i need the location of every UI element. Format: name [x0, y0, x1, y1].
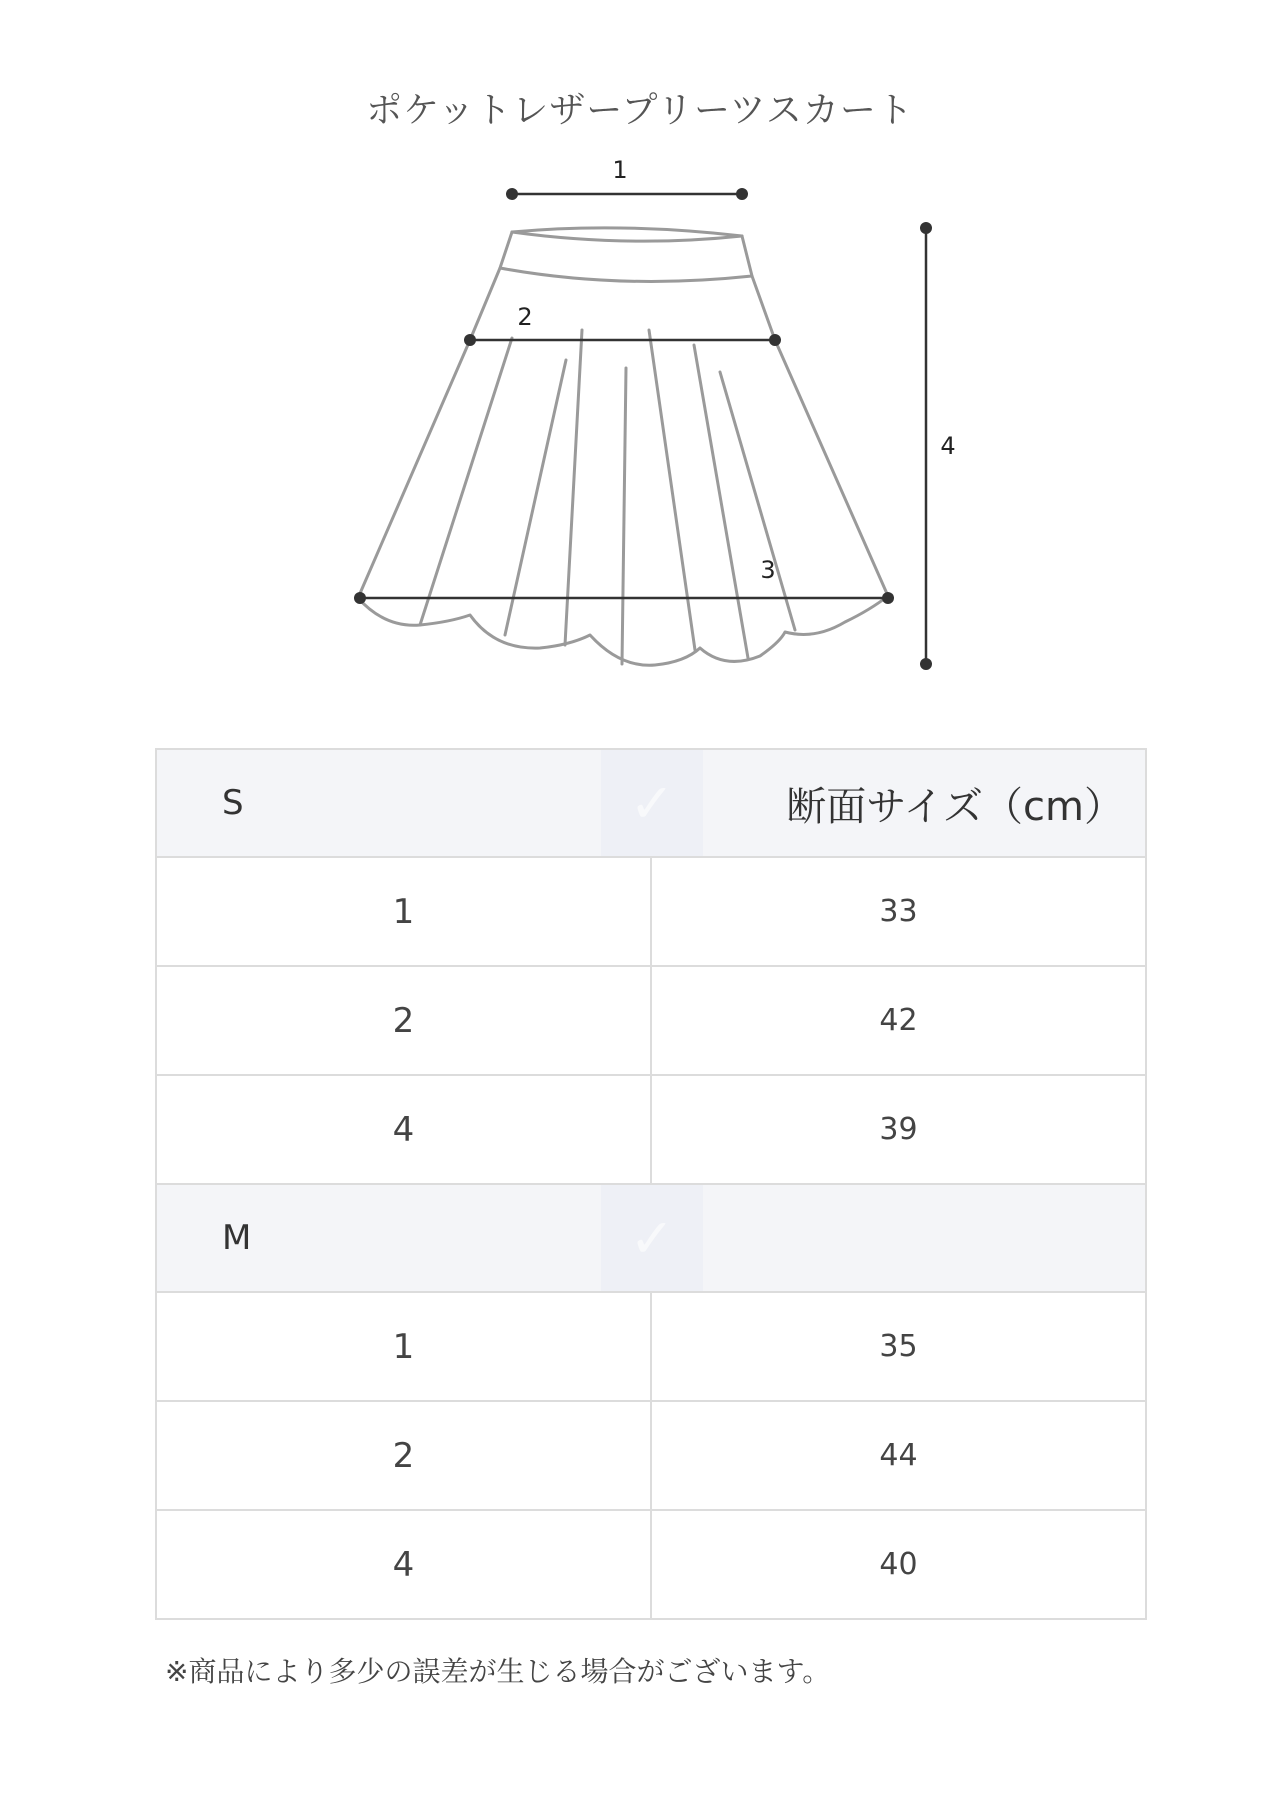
row-label: 1 [156, 857, 651, 966]
row-value: 40 [651, 1510, 1146, 1619]
row-value: 39 [651, 1075, 1146, 1184]
row-value: 35 [651, 1292, 1146, 1401]
measurement-label-4: 4 [940, 432, 956, 460]
check-icon: ✓ [601, 750, 703, 856]
row-label: 4 [156, 1075, 651, 1184]
size-name-s: S [222, 783, 244, 823]
row-value: 42 [651, 966, 1146, 1075]
table-row [156, 1292, 1146, 1401]
size-header-cell [156, 1184, 1146, 1292]
page-title: ポケットレザープリーツスカート [366, 90, 914, 131]
row-label: 4 [156, 1510, 651, 1619]
row-label: 2 [156, 966, 651, 1075]
table-row [156, 857, 1146, 966]
row-label: 2 [156, 1401, 651, 1510]
table-row [156, 1075, 1146, 1184]
row-label: 1 [156, 1292, 651, 1401]
measurement-1 [506, 156, 748, 200]
size-header-row-s [156, 749, 1146, 857]
skirt-illustration [358, 228, 888, 665]
measurement-label-1: 1 [612, 156, 628, 184]
measurement-4 [920, 222, 956, 670]
measurement-label-3: 3 [760, 556, 776, 584]
measurement-label-2: 2 [517, 303, 533, 331]
size-header-cell [156, 749, 1146, 857]
row-value: 44 [651, 1401, 1146, 1510]
size-table [155, 748, 1147, 1620]
disclaimer-note: ※商品により多少の誤差が生じる場合がございます。 [165, 1655, 831, 1688]
unit-header: 断面サイズ（cm） [786, 783, 1125, 830]
table-row [156, 1401, 1146, 1510]
measurement-2 [464, 303, 781, 346]
table-row [156, 966, 1146, 1075]
table-row [156, 1510, 1146, 1619]
size-name-m: M [222, 1218, 252, 1258]
size-header-row-m [156, 1184, 1146, 1292]
row-value: 33 [651, 857, 1146, 966]
skirt-diagram [0, 0, 1280, 700]
check-icon: ✓ [601, 1185, 703, 1291]
